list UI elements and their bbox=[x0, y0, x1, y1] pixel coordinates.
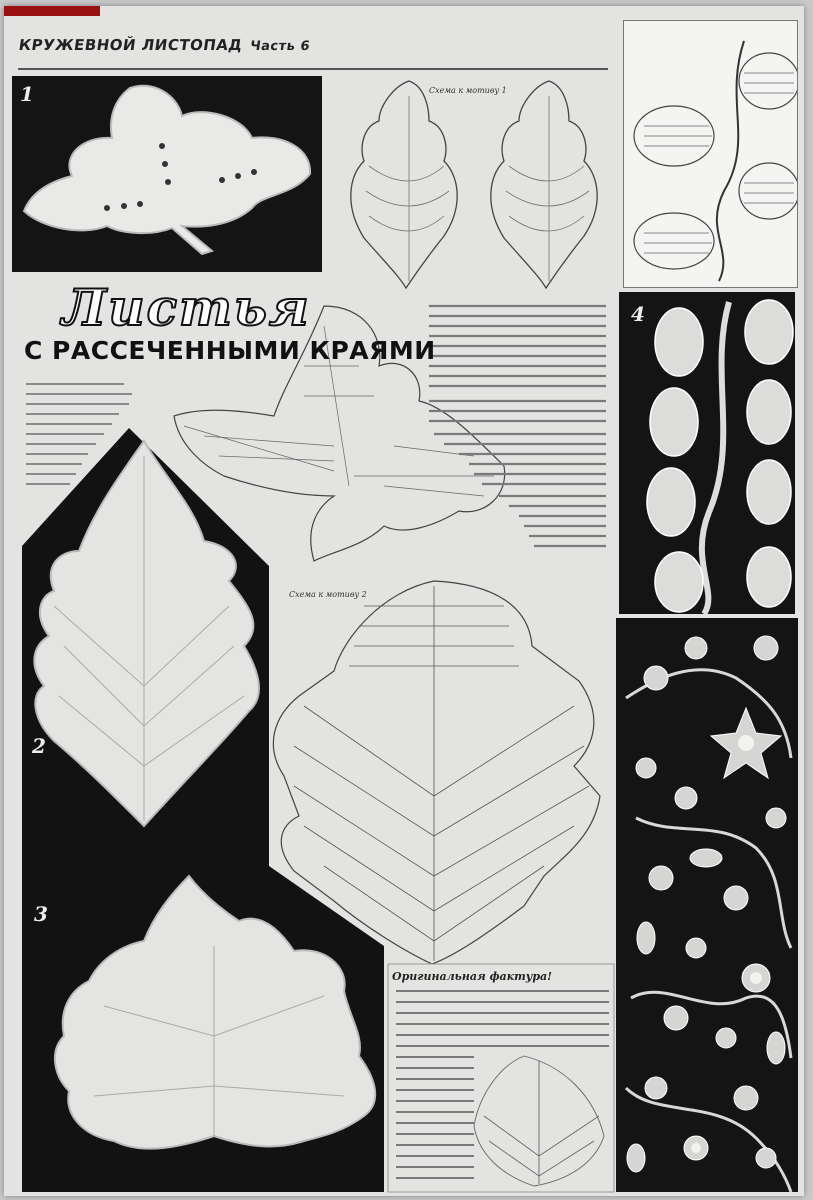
header-part: Часть 6 bbox=[249, 39, 311, 54]
header-title: КРУЖЕВНОЙ ЛИСТОПАД bbox=[17, 36, 244, 54]
crochet-lace-image bbox=[616, 618, 798, 1192]
crochet-branch-image bbox=[619, 292, 795, 614]
photo-number-2: 2 bbox=[32, 734, 46, 758]
photo-scheme-right-top bbox=[623, 20, 798, 288]
scheme-branch-image bbox=[624, 21, 797, 287]
photo-number-4: 4 bbox=[631, 302, 645, 326]
photo-lace-collage bbox=[616, 618, 798, 1192]
photo-number-3: 3 bbox=[34, 902, 48, 926]
article-title-script: Листья bbox=[62, 278, 311, 337]
photo-number-1: 1 bbox=[20, 82, 34, 106]
scheme-2-caption: Схема к мотиву 2 bbox=[289, 590, 367, 599]
article-title-sub: С РАССЕЧЕННЫМИ КРАЯМИ bbox=[24, 336, 436, 365]
scheme-1-caption: Схема к мотиву 1 bbox=[429, 86, 507, 95]
box-heading: Оригинальная фактура! bbox=[392, 970, 552, 983]
photo-motif-4 bbox=[619, 292, 795, 614]
magazine-page bbox=[4, 6, 804, 1196]
